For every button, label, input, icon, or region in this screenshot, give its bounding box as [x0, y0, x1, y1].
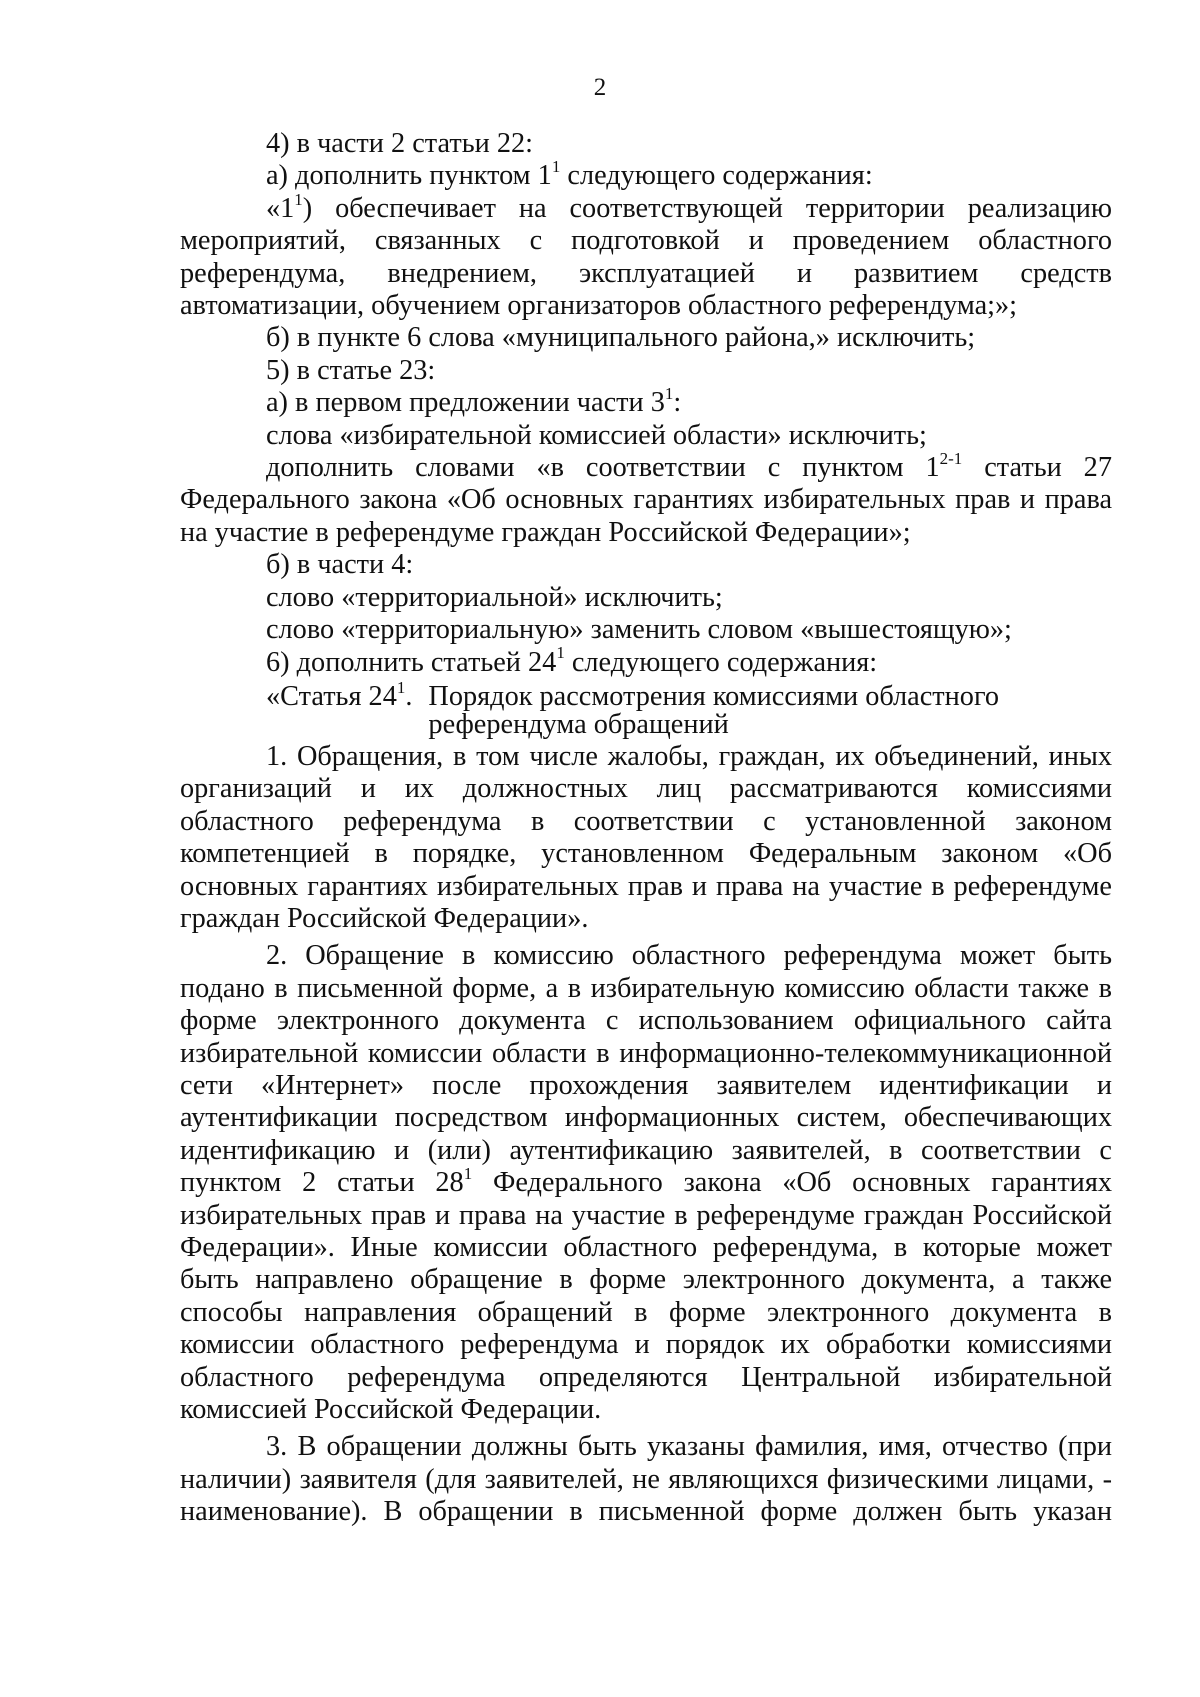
page-number: 2 — [593, 74, 607, 101]
amendment-item-4: 4) в части 2 статьи 22: — [266, 128, 533, 159]
inserted-point-text — [180, 189, 1112, 323]
article-heading — [180, 677, 1112, 740]
text-fragment: «Статья 24 — [266, 680, 397, 712]
article-title-line: Порядок рассмотрения комиссиями областного — [428, 680, 1000, 712]
superscript: 1 — [294, 189, 303, 209]
amendment-line: слова «избирательной комиссией области» исключить; — [266, 419, 927, 451]
amendment-item-6 — [180, 643, 1112, 679]
text-fragment: статьи 27 Федерального закона «Об основных гарантиях избирательных прав и права на участие в референдуме граждан Российской Федерации»; — [180, 452, 1112, 548]
superscript: 1 — [551, 157, 561, 177]
article-title — [412, 680, 1000, 740]
amendment-line — [180, 448, 1112, 549]
text-fragment: следующего содержания: — [564, 646, 878, 678]
superscript: 1 — [556, 643, 565, 663]
article-paragraph-3: 3. В обращении должны быть указаны фамилия, имя, отчество (при наличии) заявителя (для заявителей, не являющихся физическими лицами, - наименование). В обращении в письменной форме должен быть указан — [180, 1431, 1112, 1528]
text-fragment: : — [673, 387, 682, 419]
document-body — [180, 128, 1112, 1529]
amendment-line: слово «территориальной» исключить; — [266, 581, 723, 613]
article-label — [266, 677, 413, 739]
text-fragment: . — [405, 680, 413, 712]
superscript: 1 — [664, 384, 674, 404]
amendment-subitem-a-2 — [180, 384, 1112, 419]
amendment-subitem-b: б) в пункте 6 слова «муниципального района,» исключить; — [266, 322, 976, 354]
superscript: 1 — [396, 677, 406, 697]
text-fragment: а) в первом предложении части 3 — [266, 387, 665, 419]
article-paragraph-2 — [180, 940, 1112, 1426]
text-fragment: Федерального закона «Об основных гарантиях избирательных прав и права на участие в референдуме граждан Российской Федерации». Иные комиссии областного референдума, в которые может быть направлено обращение в форме электронного документа, а также способы направления обращений в форме электронного документа в комиссии областного референдума и порядок их обработки комиссиями областного референдума определяются Центральной избирательной комиссией Российской Федерации. — [180, 1167, 1112, 1426]
amendment-item-5: 5) в статье 23: — [266, 354, 436, 386]
superscript: 2-1 — [939, 448, 963, 468]
text-fragment: 6) дополнить статьей 24 — [266, 646, 557, 678]
amendment-subitem-a — [180, 157, 1112, 192]
text-fragment: «1 — [266, 192, 295, 224]
article-paragraph-1: 1. Обращения, в том числе жалобы, граждан, их объединений, иных организаций и их должностных лиц рассматриваются комиссиями областного референдума в соответствии с установленной законом компетенцией в порядке, установленном Федеральным законом «Об основных гарантиях избирательных прав и права на участие в референдуме граждан Российской Федерации». — [180, 740, 1112, 934]
text-fragment: 2. Обращение в комиссию областного референдума может быть подано в письменной форме, а в избирательную комиссию области также в форме электронного документа с использованием официального сайта избирательной комиссии области в информационно-телекоммуникационной сети «Интернет» после прохождения заявителем идентификации и аутентификации посредством информационных систем, обеспечивающих идентификацию и (или) аутентификацию заявителей, в соответствии с пунктом 2 статьи 28 — [180, 940, 1112, 1199]
superscript: 1 — [463, 1164, 473, 1184]
text-fragment: ) обеспечивает на соответствующей территории реализацию мероприятий, связанных с подготовкой и проведением областного референдума, внедрением, эксплуатацией и развитием средств автоматизации, обучением организаторов областного референдума;»; — [180, 192, 1112, 322]
article-title-line: референдума обращений — [428, 708, 729, 740]
text-fragment: дополнить словами «в соответствии с пунктом 1 — [266, 452, 940, 484]
text-fragment: следующего содержания: — [560, 160, 873, 192]
amendment-subitem-b-2: б) в части 4: — [266, 549, 414, 581]
text-fragment: а) дополнить пунктом 1 — [266, 160, 552, 192]
amendment-line: слово «территориальную» заменить словом «вышестоящую»; — [266, 614, 1012, 646]
